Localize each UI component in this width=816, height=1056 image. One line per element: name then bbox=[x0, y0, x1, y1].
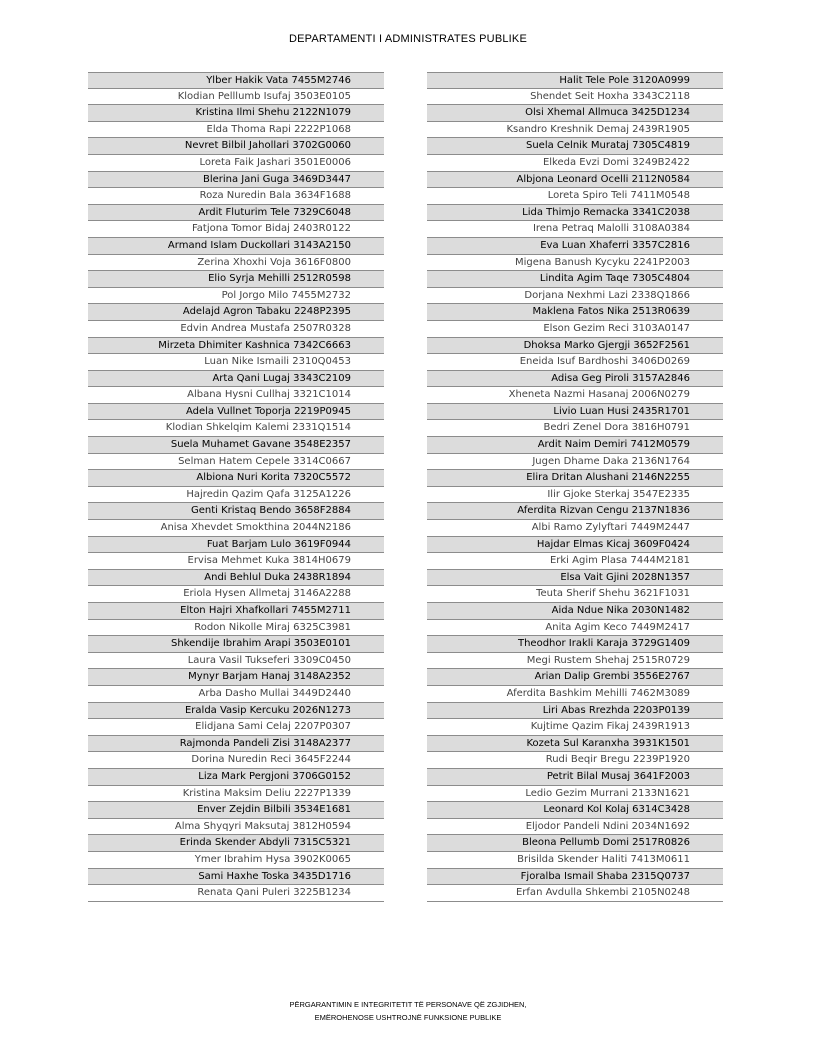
list-item: Eva Luan Xhaferri 3357C2816 bbox=[427, 238, 723, 255]
list-item: Kristina Maksim Deliu 2227P1339 bbox=[88, 786, 384, 803]
list-item: Fatjona Tomor Bidaj 2403R0122 bbox=[88, 221, 384, 238]
list-item: Bleona Pellumb Domi 2517R0826 bbox=[427, 835, 723, 852]
list-item: Petrit Bilal Musaj 3641F2003 bbox=[427, 769, 723, 786]
list-item: Mynyr Barjam Hanaj 3148A2352 bbox=[88, 669, 384, 686]
list-item: Renata Qani Puleri 3225B1234 bbox=[88, 885, 384, 902]
list-item: Fuat Barjam Lulo 3619F0944 bbox=[88, 537, 384, 554]
list-item: Adela Vullnet Toporja 2219P0945 bbox=[88, 404, 384, 421]
list-item: Eriola Hysen Allmetaj 3146A2288 bbox=[88, 586, 384, 603]
list-item: Ardit Fluturim Tele 7329C6048 bbox=[88, 205, 384, 222]
list-item: Ervisa Mehmet Kuka 3814H0679 bbox=[88, 553, 384, 570]
list-item: Teuta Sherif Shehu 3621F1031 bbox=[427, 586, 723, 603]
list-item: Theodhor Irakli Karaja 3729G1409 bbox=[427, 636, 723, 653]
list-item: Megi Rustem Shehaj 2515R0729 bbox=[427, 653, 723, 670]
list-item: Hajredin Qazim Qafa 3125A1226 bbox=[88, 487, 384, 504]
list-item: Erfan Avdulla Shkembi 2105N0248 bbox=[427, 885, 723, 902]
list-item: Elio Syrja Mehilli 2512R0598 bbox=[88, 271, 384, 288]
list-item: Shendet Seit Hoxha 3343C2118 bbox=[427, 89, 723, 106]
list-item: Anita Agim Keco 7449M2417 bbox=[427, 620, 723, 637]
list-item: Shkendije Ibrahim Arapi 3503E0101 bbox=[88, 636, 384, 653]
list-item: Sami Haxhe Toska 3435D1716 bbox=[88, 869, 384, 886]
list-item: Leonard Kol Kolaj 6314C3428 bbox=[427, 802, 723, 819]
list-item: Hajdar Elmas Kicaj 3609F0424 bbox=[427, 537, 723, 554]
list-item: Erki Agim Plasa 7444M2181 bbox=[427, 553, 723, 570]
list-item: Ledio Gezim Murrani 2133N1621 bbox=[427, 786, 723, 803]
list-item: Loreta Spiro Teli 7411M0548 bbox=[427, 188, 723, 205]
list-item: Laura Vasil Tukseferi 3309C0450 bbox=[88, 653, 384, 670]
list-item: Bedri Zenel Dora 3816H0791 bbox=[427, 420, 723, 437]
list-item: Edvin Andrea Mustafa 2507R0328 bbox=[88, 321, 384, 338]
list-item: Aferdita Rizvan Cengu 2137N1836 bbox=[427, 503, 723, 520]
list-item: Migena Banush Kycyku 2241P2003 bbox=[427, 255, 723, 272]
list-item: Alma Shyqyri Maksutaj 3812H0594 bbox=[88, 819, 384, 836]
list-item: Ksandro Kreshnik Demaj 2439R1905 bbox=[427, 122, 723, 139]
list-item: Enver Zejdin Bilbili 3534E1681 bbox=[88, 802, 384, 819]
list-item: Elidjana Sami Celaj 2207P0307 bbox=[88, 719, 384, 736]
list-item: Arta Qani Lugaj 3343C2109 bbox=[88, 371, 384, 388]
list-item: Maklena Fatos Nika 2513R0639 bbox=[427, 304, 723, 321]
list-item: Adisa Geg Piroli 3157A2846 bbox=[427, 371, 723, 388]
list-item: Erinda Skender Abdyli 7315C5321 bbox=[88, 835, 384, 852]
list-item: Pol Jorgo Milo 7455M2732 bbox=[88, 288, 384, 305]
footer-line-1: PËRGARANTIMIN E INTEGRITETIT TË PERSONAVE QË ZGJIDHEN, bbox=[289, 1000, 527, 1009]
list-item: Ylber Hakik Vata 7455M2746 bbox=[88, 72, 384, 89]
list-item: Klodian Pelllumb Isufaj 3503E0105 bbox=[88, 89, 384, 106]
list-item: Halit Tele Pole 3120A0999 bbox=[427, 72, 723, 89]
list-item: Ardit Naim Demiri 7412M0579 bbox=[427, 437, 723, 454]
list-item: Elton Hajri Xhafkollari 7455M2711 bbox=[88, 603, 384, 620]
list-item: Kozeta Sul Karanxha 3931K1501 bbox=[427, 736, 723, 753]
list-item: Kujtime Qazim Fikaj 2439R1913 bbox=[427, 719, 723, 736]
list-item: Lida Thimjo Remacka 3341C2038 bbox=[427, 205, 723, 222]
right-name-list bbox=[427, 72, 723, 902]
list-item: Fjoralba Ismail Shaba 2315Q0737 bbox=[427, 869, 723, 886]
list-item: Dhoksa Marko Gjergji 3652F2561 bbox=[427, 338, 723, 355]
list-item: Klodian Shkelqim Kalemi 2331Q1514 bbox=[88, 420, 384, 437]
list-item: Aferdita Bashkim Mehilli 7462M3089 bbox=[427, 686, 723, 703]
list-item: Arba Dasho Mullai 3449D2440 bbox=[88, 686, 384, 703]
page-title: DEPARTAMENTI I ADMINISTRATES PUBLIKE bbox=[288, 33, 528, 45]
left-name-list bbox=[88, 72, 384, 902]
list-item: Jugen Dhame Daka 2136N1764 bbox=[427, 454, 723, 471]
list-item: Rodon Nikolle Miraj 6325C3981 bbox=[88, 620, 384, 637]
list-item: Liza Mark Pergjoni 3706G0152 bbox=[88, 769, 384, 786]
list-item: Albi Ramo Zylyftari 7449M2447 bbox=[427, 520, 723, 537]
list-item: Dorjana Nexhmi Lazi 2338Q1866 bbox=[427, 288, 723, 305]
list-item: Irena Petraq Malolli 3108A0384 bbox=[427, 221, 723, 238]
list-item: Albjona Leonard Ocelli 2112N0584 bbox=[427, 172, 723, 189]
list-item: Zerina Xhoxhi Voja 3616F0800 bbox=[88, 255, 384, 272]
list-item: Mirzeta Dhimiter Kashnica 7342C6663 bbox=[88, 338, 384, 355]
list-item: Eneida Isuf Bardhoshi 3406D0269 bbox=[427, 354, 723, 371]
list-item: Brisilda Skender Haliti 7413M0611 bbox=[427, 852, 723, 869]
list-item: Luan Nike Ismaili 2310Q0453 bbox=[88, 354, 384, 371]
list-item: Blerina Jani Guga 3469D3447 bbox=[88, 172, 384, 189]
list-item: Loreta Faik Jashari 3501E0006 bbox=[88, 155, 384, 172]
footer-line-2: EMËROHENOSE USHTROJNË FUNKSIONE PUBLIKE bbox=[314, 1013, 502, 1022]
list-item: Aida Ndue Nika 2030N1482 bbox=[427, 603, 723, 620]
list-item: Livio Luan Husi 2435R1701 bbox=[427, 404, 723, 421]
list-item: Rajmonda Pandeli Zisi 3148A2377 bbox=[88, 736, 384, 753]
list-item: Albana Hysni Cullhaj 3321C1014 bbox=[88, 387, 384, 404]
list-item: Liri Abas Rrezhda 2203P0139 bbox=[427, 703, 723, 720]
list-item: Roza Nuredin Bala 3634F1688 bbox=[88, 188, 384, 205]
list-item: Selman Hatem Cepele 3314C0667 bbox=[88, 454, 384, 471]
list-item: Nevret Bilbil Jahollari 3702G0060 bbox=[88, 138, 384, 155]
list-item: Elda Thoma Rapi 2222P1068 bbox=[88, 122, 384, 139]
list-item: Genti Kristaq Bendo 3658F2884 bbox=[88, 503, 384, 520]
list-item: Eralda Vasip Kercuku 2026N1273 bbox=[88, 703, 384, 720]
list-item: Albiona Nuri Korita 7320C5572 bbox=[88, 470, 384, 487]
list-item: Kristina Ilmi Shehu 2122N1079 bbox=[88, 105, 384, 122]
list-item: Elsa Vait Gjini 2028N1357 bbox=[427, 570, 723, 587]
list-item: Ymer Ibrahim Hysa 3902K0065 bbox=[88, 852, 384, 869]
list-item: Olsi Xhemal Allmuca 3425D1234 bbox=[427, 105, 723, 122]
list-item: Arian Dalip Grembi 3556E2767 bbox=[427, 669, 723, 686]
list-item: Adelajd Agron Tabaku 2248P2395 bbox=[88, 304, 384, 321]
list-item: Lindita Agim Taqe 7305C4804 bbox=[427, 271, 723, 288]
list-item: Elira Dritan Alushani 2146N2255 bbox=[427, 470, 723, 487]
list-item: Elkeda Evzi Domi 3249B2422 bbox=[427, 155, 723, 172]
list-item: Suela Muhamet Gavane 3548E2357 bbox=[88, 437, 384, 454]
list-item: Xheneta Nazmi Hasanaj 2006N0279 bbox=[427, 387, 723, 404]
list-item: Armand Islam Duckollari 3143A2150 bbox=[88, 238, 384, 255]
list-item: Andi Behlul Duka 2438R1894 bbox=[88, 570, 384, 587]
list-item: Anisa Xhevdet Smokthina 2044N2186 bbox=[88, 520, 384, 537]
footer bbox=[0, 998, 816, 1024]
list-item: Elson Gezim Reci 3103A0147 bbox=[427, 321, 723, 338]
list-item: Rudi Beqir Bregu 2239P1920 bbox=[427, 752, 723, 769]
list-item: Ilir Gjoke Sterkaj 3547E2335 bbox=[427, 487, 723, 504]
list-item: Dorina Nuredin Reci 3645F2244 bbox=[88, 752, 384, 769]
list-item: Suela Celnik Murataj 7305C4819 bbox=[427, 138, 723, 155]
list-item: Eljodor Pandeli Ndini 2034N1692 bbox=[427, 819, 723, 836]
